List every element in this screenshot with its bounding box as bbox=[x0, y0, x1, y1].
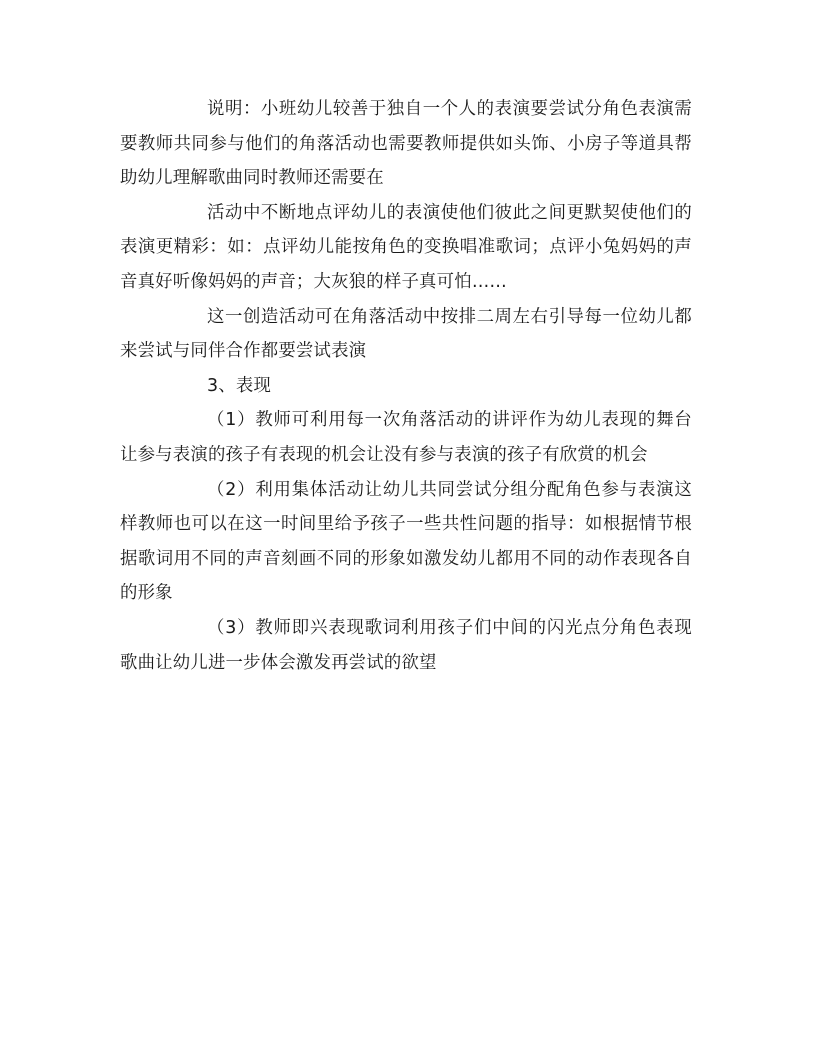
section-heading-performance: 3、表现 bbox=[207, 375, 272, 396]
paragraph-item-3: （3）教师即兴表现歌词利用孩子们中间的闪光点分角色表现歌曲让幼儿进一步体会激发再尝试的欲望 bbox=[120, 617, 692, 673]
paragraph-commentary: 活动中不断地点评幼儿的表演使他们彼此之间更默契使他们的表演更精彩：如：点评幼儿能按角色的变换唱准歌词；点评小兔妈妈的声音真好听像妈妈的声音；大灰狼的样子真可怕…… bbox=[120, 202, 692, 292]
paragraph-explanation: 说明：小班幼儿较善于独自一个人的表演要尝试分角色表演需要教师共同参与他们的角落活动也需要教师提供如头饰、小房子等道具帮助幼儿理解歌曲同时教师还需要在 bbox=[120, 99, 692, 189]
document-body bbox=[120, 92, 692, 680]
paragraph-item-1: （1）教师可利用每一次角落活动的讲评作为幼儿表现的舞台让参与表演的孩子有表现的机会让没有参与表演的孩子有欣赏的机会 bbox=[120, 410, 692, 465]
paragraph-item-2: （2）利用集体活动让幼儿共同尝试分组分配角色参与表演这样教师也可以在这一时间里给予孩子一些共性问题的指导：如根据情节根据歌词用不同的声音刻画不同的形象如激发幼儿都用不同的动作表现各自的形象 bbox=[120, 479, 692, 604]
paragraph-creative-activity: 这一创造活动可在角落活动中按排二周左右引导每一位幼儿都来尝试与同伴合作都要尝试表演 bbox=[120, 306, 692, 362]
